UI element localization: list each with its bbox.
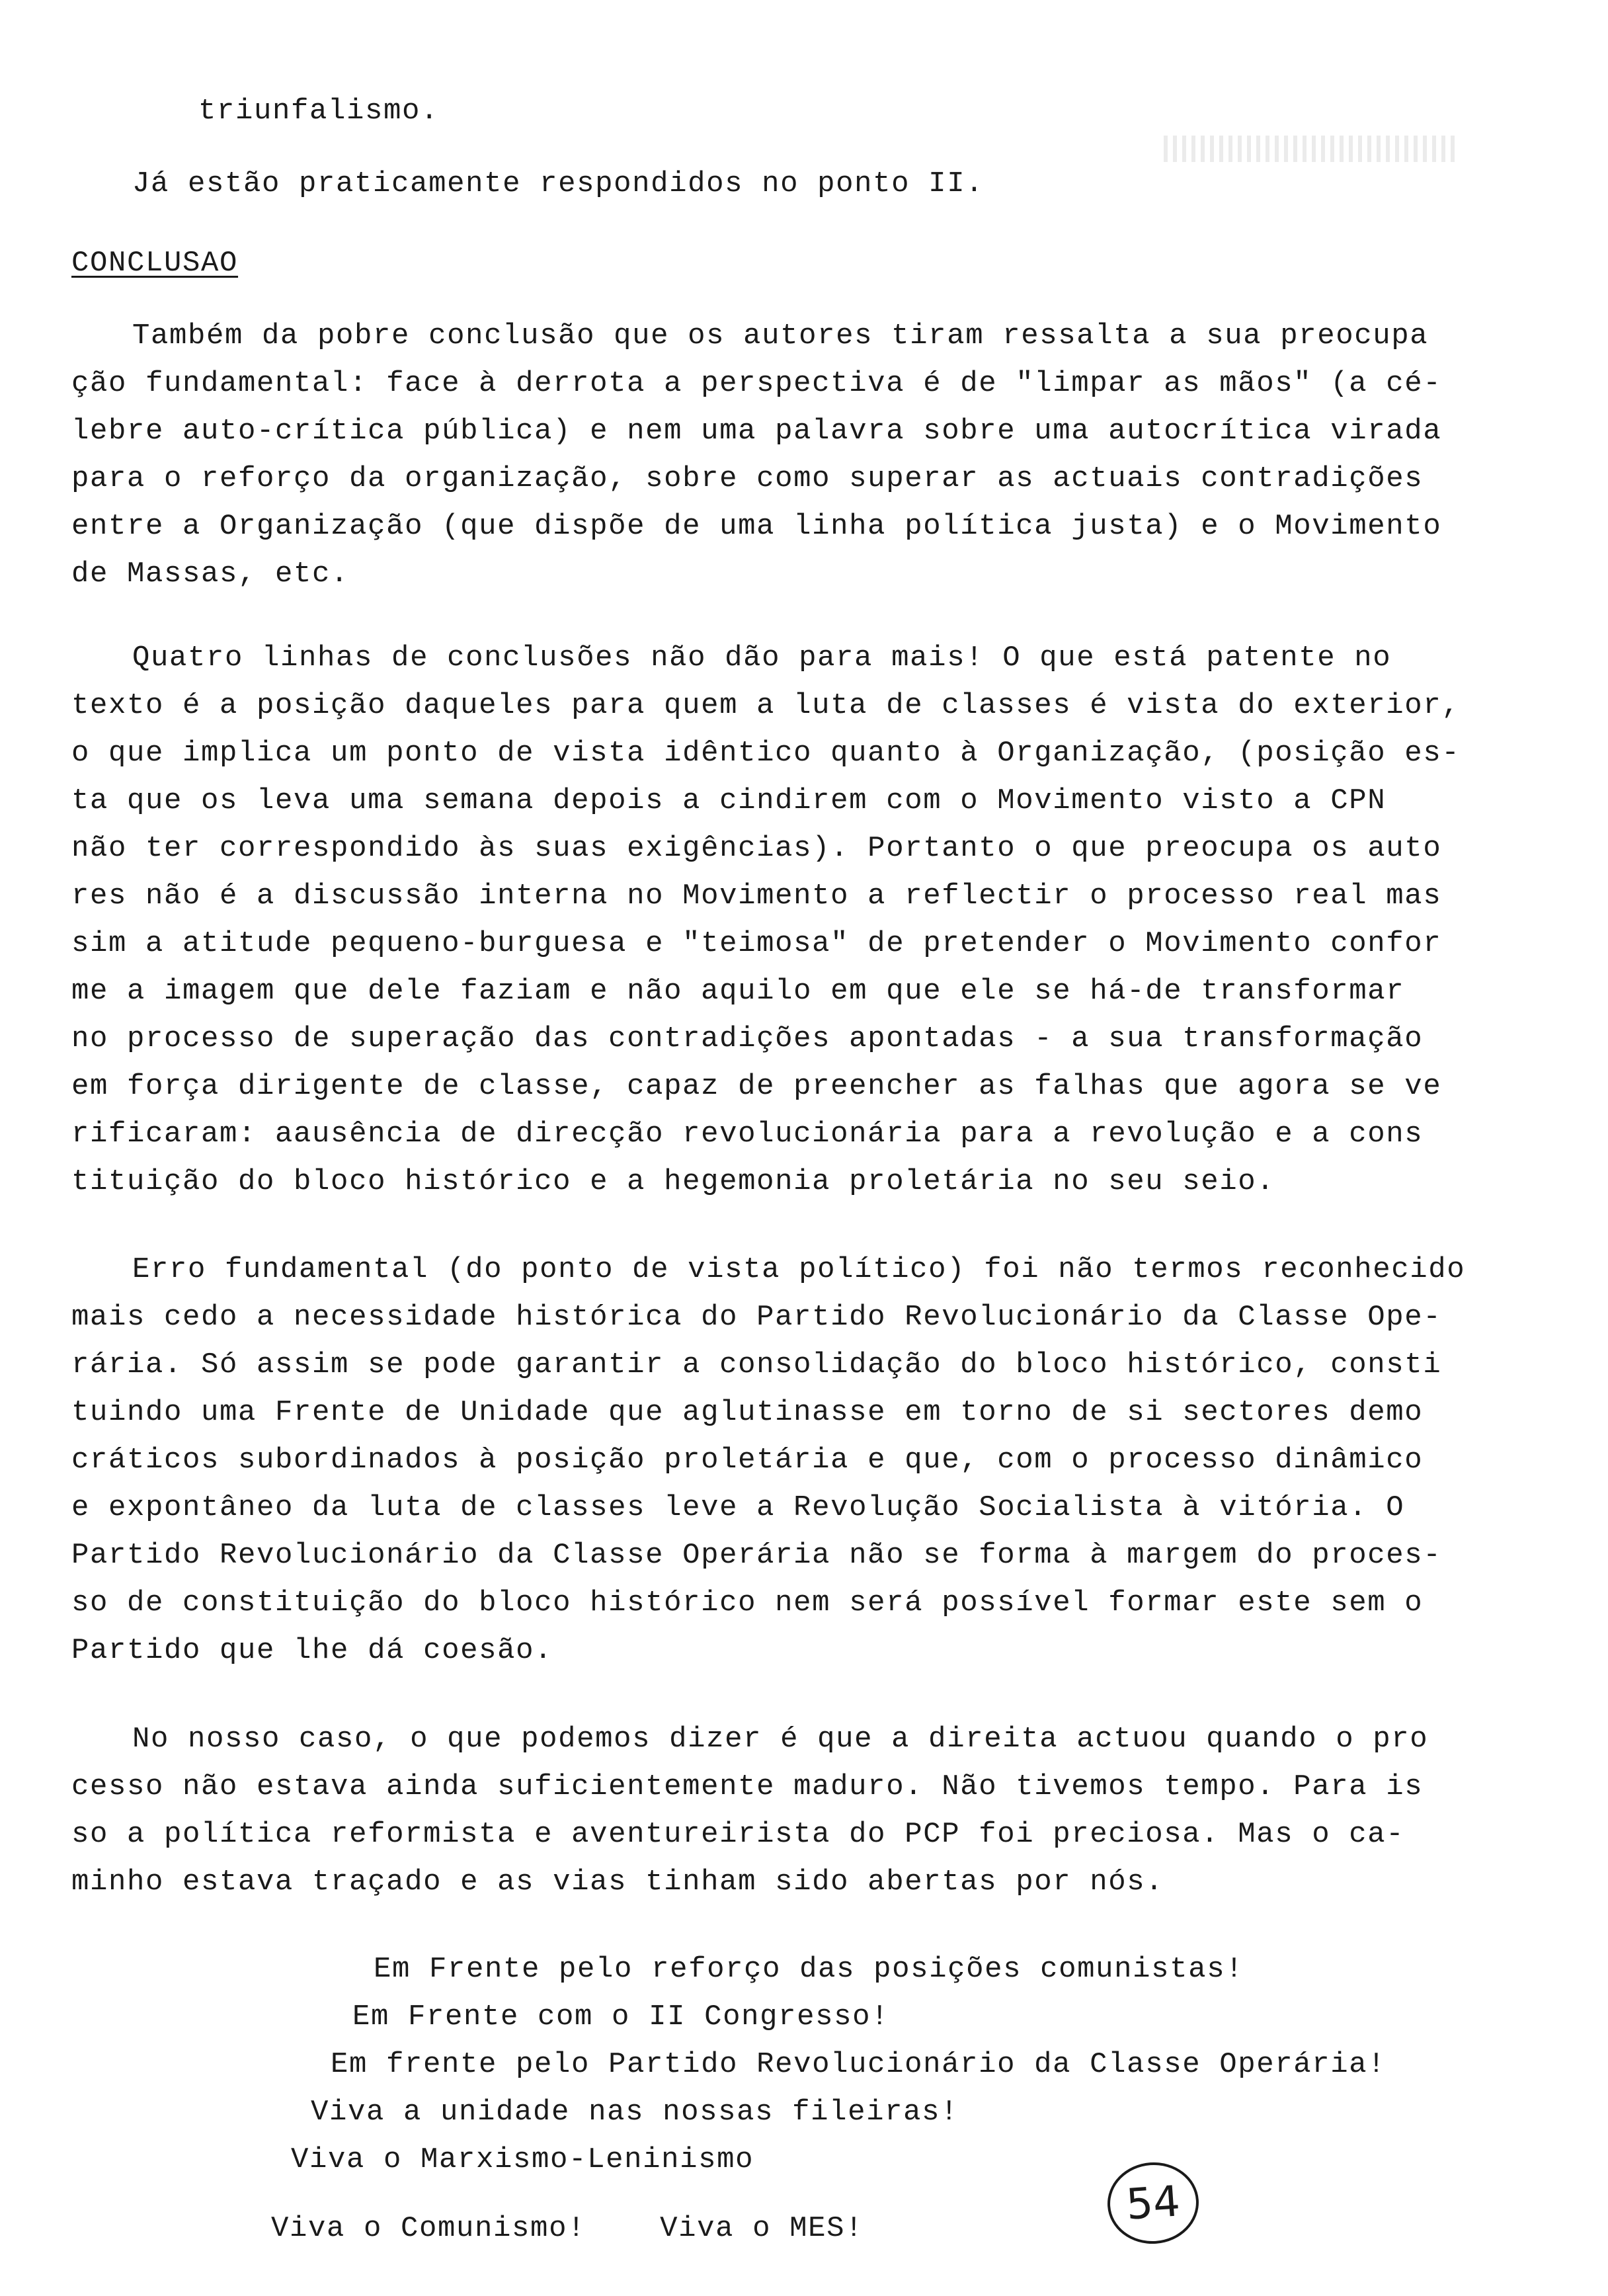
paragraph-1-line: de Massas, etc.	[71, 557, 350, 591]
slogan-line: Viva a unidade nas nossas fileiras!	[311, 2096, 959, 2129]
paragraph-2-line: Quatro linhas de conclusões não dão para mais! O que está patente no	[132, 641, 1392, 675]
paragraph-1-line: lebre auto-crítica pública) e nem uma palavra sobre uma autocrítica virada	[71, 415, 1442, 448]
paragraph-3-line: rária. Só assim se pode garantir a consolidação do bloco histórico, consti	[71, 1348, 1442, 1381]
paragraph-4-line: cesso não estava ainda suficientemente maduro. Não tivemos tempo. Para is	[71, 1770, 1424, 1803]
paragraph-1-line: Também da pobre conclusão que os autores tiram ressalta a sua preocupa	[132, 319, 1429, 352]
paragraph-2-line: o que implica um ponto de vista idêntico quanto à Organização, (posição es-	[71, 737, 1461, 770]
paragraph-4-line: No nosso caso, o que podemos dizer é que a direita actuou quando o pro	[132, 1723, 1429, 1756]
paragraph-2-line: em força dirigente de classe, capaz de preencher as falhas que agora se ve	[71, 1070, 1442, 1103]
slogan-line: Em Frente com o II Congresso!	[352, 2000, 890, 2033]
paragraph-3-line: Partido Revolucionário da Classe Operária não se forma à margem do proces-	[71, 1539, 1442, 1572]
paragraph-3-line: cráticos subordinados à posição proletária e que, com o processo dinâmico	[71, 1444, 1424, 1477]
paragraph-4-line: so a política reformista e aventureirista do PCP foi preciosa. Mas o ca-	[71, 1818, 1405, 1851]
paragraph-3-line: e expontâneo da luta de classes leve a Revolução Socialista à vitória. O	[71, 1491, 1405, 1524]
paragraph-2-line: texto é a posição daqueles para quem a luta de classes é vista do exterior,	[71, 689, 1461, 722]
paragraph-3-line: Erro fundamental (do ponto de vista político) foi não termos reconhecido	[132, 1253, 1466, 1286]
section-heading: CONCLUSAO	[71, 247, 239, 280]
paragraph-1-line: para o reforço da organização, sobre como superar as actuais contradições	[71, 462, 1424, 495]
slogan-line: Viva o Marxismo-Leninismo	[291, 2143, 754, 2176]
paragraph-3-line: Partido que lhe dá coesão.	[71, 1634, 553, 1667]
paragraph-3-line: tuindo uma Frente de Unidade que aglutinasse em torno de si sectores demo	[71, 1396, 1424, 1429]
paragraph-2-line: res não é a discussão interna no Movimento a reflectir o processo real mas	[71, 880, 1442, 913]
page-number: 54	[1105, 2159, 1201, 2246]
paragraph-2-line: sim a atitude pequeno-burguesa e "teimosa" de pretender o Movimento confor	[71, 927, 1442, 960]
intro-line: triunfalismo.	[198, 95, 440, 128]
paragraph-2-line: no processo de superação das contradições apontadas - a sua transformação	[71, 1022, 1424, 1055]
paragraph-3-line: mais cedo a necessidade histórica do Partido Revolucionário da Classe Ope-	[71, 1301, 1442, 1334]
intro-line: Já estão praticamente respondidos no ponto II.	[132, 167, 985, 200]
paragraph-1-line: entre a Organização (que dispõe de uma linha política justa) e o Movimento	[71, 510, 1442, 543]
paragraph-2-line: não ter correspondido às suas exigências). Portanto o que preocupa os auto	[71, 832, 1442, 865]
paragraph-4-line: minho estava traçado e as vias tinham sido abertas por nós.	[71, 1866, 1164, 1899]
paragraph-2-line: rificaram: aausência de direcção revolucionária para a revolução e a cons	[71, 1118, 1424, 1151]
scan-smudge	[1164, 136, 1455, 162]
slogan-line: Em Frente pelo reforço das posições comunistas!	[374, 1953, 1244, 1986]
paragraph-3-line: so de constituição do bloco histórico nem será possível formar este sem o	[71, 1586, 1424, 1620]
slogan-line: Em frente pelo Partido Revolucionário da Classe Operária!	[331, 2048, 1387, 2081]
slogan-line: Viva o Comunismo! Viva o MES!	[271, 2212, 864, 2245]
paragraph-2-line: tituição do bloco histórico e a hegemonia proletária no seu seio.	[71, 1165, 1275, 1198]
paragraph-1-line: ção fundamental: face à derrota a perspectiva é de "limpar as mãos" (a cé-	[71, 367, 1442, 400]
paragraph-2-line: ta que os leva uma semana depois a cindirem com o Movimento visto a CPN	[71, 784, 1387, 817]
paragraph-2-line: me a imagem que dele faziam e não aquilo em que ele se há-de transformar	[71, 975, 1405, 1008]
